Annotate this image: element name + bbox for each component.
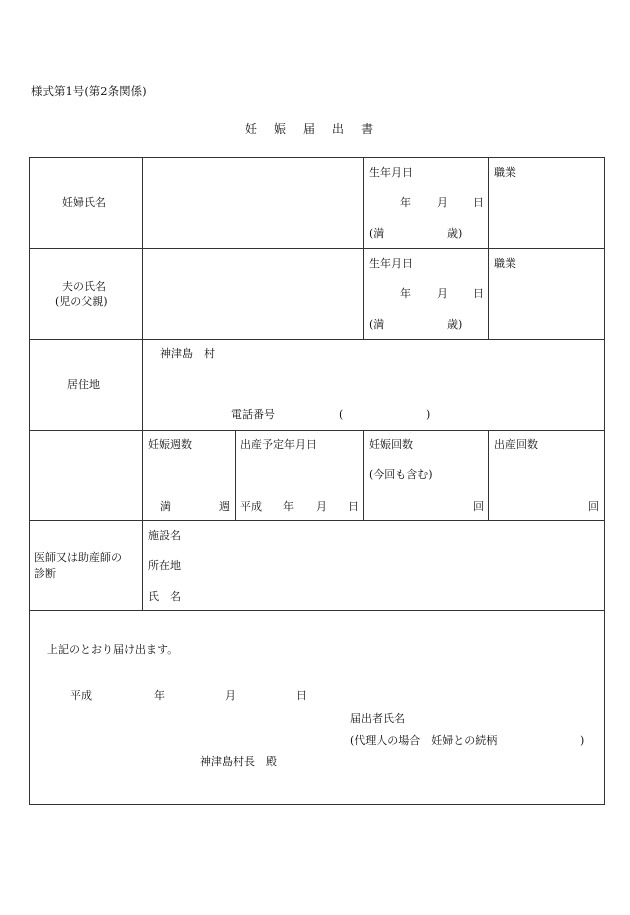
title-char: 娠 — [274, 122, 287, 136]
residence-village: 神津島 村 — [160, 347, 215, 360]
title-char: 届 — [303, 122, 316, 136]
husband-occupation-label: 職業 — [494, 257, 516, 270]
wife-age-close: 歳) — [447, 227, 463, 240]
notifier-name-label: 届出者氏名 — [350, 712, 405, 725]
husband-month-unit: 月 — [437, 287, 448, 300]
practitioner-name-label: 氏 名 — [148, 590, 181, 603]
pregnancy-weeks-unit: 週 — [219, 500, 230, 513]
due-date-label: 出産予定年月日 — [240, 438, 317, 451]
pregnancy-count-column-divider — [363, 430, 364, 520]
phone-close-paren: ) — [426, 408, 431, 421]
form-table — [29, 157, 605, 805]
diagnosis-label: 医師又は助産師の — [34, 551, 122, 564]
phone-label: 電話番号 — [231, 408, 275, 421]
facility-address-label: 所在地 — [148, 559, 181, 572]
title-char: 妊 — [245, 122, 258, 136]
row-divider — [29, 248, 605, 249]
declaration-month-unit: 月 — [225, 689, 236, 702]
wife-day-unit: 日 — [473, 196, 484, 209]
diagnosis-sublabel: 診断 — [34, 567, 56, 580]
title-char: 出 — [332, 122, 345, 136]
due-date-era: 平成 — [240, 500, 262, 513]
declaration-year-unit: 年 — [154, 689, 165, 702]
husband-name-label: 夫の氏名 — [62, 280, 106, 293]
row-divider — [29, 339, 605, 340]
row-divider — [29, 520, 605, 521]
form-number: 様式第1号(第2条関係) — [31, 84, 147, 98]
pregnancy-count-note: (今回も含む) — [369, 468, 433, 481]
pregnancy-count-unit: 回 — [473, 500, 484, 513]
wife-month-unit: 月 — [437, 196, 448, 209]
addressee: 神津島村長 殿 — [200, 755, 277, 768]
birth-count-column-divider — [488, 430, 489, 520]
due-day-unit: 日 — [348, 500, 359, 513]
husband-year-unit: 年 — [400, 287, 411, 300]
row-divider — [29, 430, 605, 431]
declaration-era: 平成 — [70, 689, 92, 702]
birth-column-divider — [363, 157, 364, 339]
birth-count-unit: 回 — [588, 500, 599, 513]
document-title — [245, 123, 390, 135]
husband-day-unit: 日 — [473, 287, 484, 300]
pregnancy-weeks-label: 妊娠週数 — [148, 438, 192, 451]
husband-name-sublabel: (児の父親) — [55, 295, 108, 308]
row-divider — [29, 610, 605, 611]
phone-open-paren: ( — [339, 408, 344, 421]
husband-birthdate-label: 生年月日 — [369, 257, 413, 270]
occupation-column-divider — [488, 157, 489, 339]
wife-name-label: 妊婦氏名 — [62, 196, 106, 209]
husband-age-close: 歳) — [447, 318, 463, 331]
wife-year-unit: 年 — [400, 196, 411, 209]
husband-age-open: (満 — [369, 318, 385, 331]
facility-name-label: 施設名 — [148, 529, 181, 542]
wife-age-open: (満 — [369, 227, 385, 240]
proxy-close-paren: ) — [580, 734, 585, 747]
pregnancy-weeks-prefix: 満 — [160, 500, 171, 513]
due-year-unit: 年 — [283, 500, 294, 513]
label-column-divider — [142, 157, 143, 610]
birth-count-label: 出産回数 — [494, 438, 538, 451]
title-char: 書 — [361, 122, 374, 136]
residence-label: 居住地 — [67, 378, 100, 391]
proxy-relationship-note: (代理人の場合 妊婦との続柄 — [350, 734, 498, 747]
pregnancy-count-label: 妊娠回数 — [369, 438, 413, 451]
declaration-day-unit: 日 — [296, 689, 307, 702]
declaration-statement: 上記のとおり届け出ます。 — [47, 643, 179, 656]
wife-occupation-label: 職業 — [494, 166, 516, 179]
due-date-column-divider — [235, 430, 236, 520]
wife-birthdate-label: 生年月日 — [369, 166, 413, 179]
due-month-unit: 月 — [316, 500, 327, 513]
